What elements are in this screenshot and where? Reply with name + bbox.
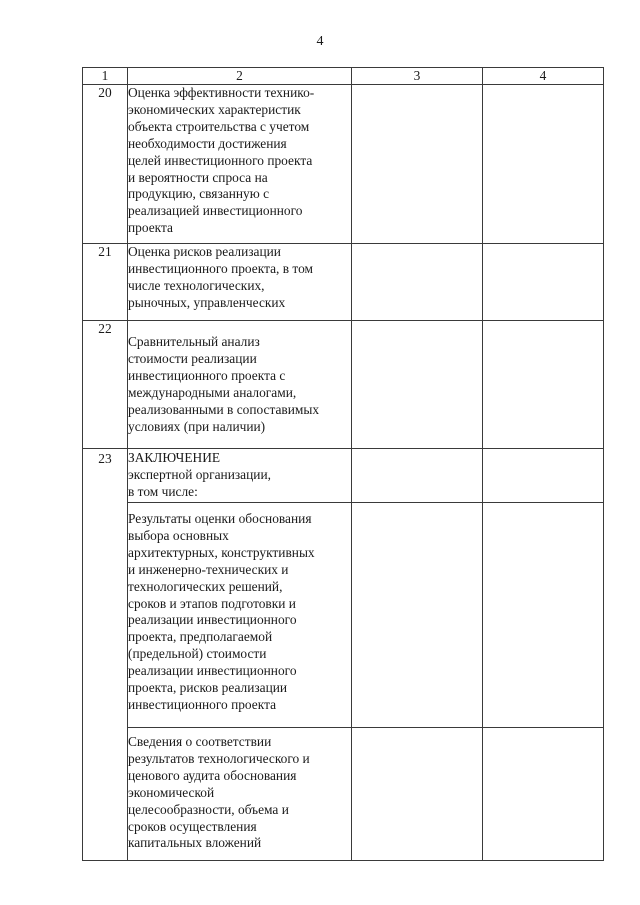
description-line: экспертной организации,: [128, 466, 271, 482]
row-number: 21: [83, 244, 128, 321]
description-line: экономической: [128, 784, 215, 800]
table-row: [83, 503, 604, 728]
description-line: Сведения о соответствии: [128, 734, 272, 749]
description-line: реализацией инвестиционного: [128, 203, 303, 219]
table-row: [83, 321, 604, 449]
description-line: ЗАКЛЮЧЕНИЕ: [128, 450, 221, 465]
description-line: реализации инвестиционного: [128, 612, 297, 628]
row-description: [128, 728, 352, 861]
table-row: [83, 449, 604, 503]
row-number: 22: [83, 321, 128, 449]
description-line: стоимости реализации: [128, 350, 257, 366]
row-cell-col4: [483, 85, 604, 244]
row-description: [128, 503, 352, 728]
row-cell-col3: [352, 85, 483, 244]
description-line: реализованными в сопоставимых: [128, 401, 320, 417]
description-line: архитектурных, конструктивных: [128, 544, 315, 560]
row-cell-col4: [483, 503, 604, 728]
column-header-1: 1: [83, 68, 128, 85]
description-line: необходимости достижения: [128, 135, 287, 151]
expert-assessment-table: [82, 67, 604, 861]
row-cell-col3: [352, 503, 483, 728]
description-line: инвестиционного проекта: [128, 696, 277, 712]
description-line: Сравнительный анализ: [128, 334, 260, 349]
table-row: [83, 244, 604, 321]
description-line: объекта строительства с учетом: [128, 118, 310, 134]
column-header-4: 4: [483, 68, 604, 85]
description-line: сроков осуществления: [128, 818, 257, 834]
row-description: [128, 449, 352, 503]
description-line: технологических решений,: [128, 578, 283, 594]
description-line: целей инвестиционного проекта: [128, 152, 313, 168]
description-line: и инженерно-технических и: [128, 561, 289, 577]
column-header-3: 3: [352, 68, 483, 85]
description-line: и вероятности спроса на: [128, 169, 268, 185]
row-cell-col3: [352, 321, 483, 449]
row-cell-col3: [352, 449, 483, 503]
table-row: [83, 85, 604, 244]
row-description: [128, 85, 352, 244]
description-line: условиях (при наличии): [128, 418, 266, 434]
row-number: 23: [83, 449, 128, 861]
description-line: продукцию, связанную с: [128, 186, 270, 202]
row-cell-col4: [483, 728, 604, 861]
description-line: целесообразности, объема и: [128, 801, 289, 817]
description-line: инвестиционного проекта, в том: [128, 260, 313, 276]
description-line: выбора основных: [128, 527, 229, 543]
description-line: международными аналогами,: [128, 384, 297, 400]
row-cell-col3: [352, 728, 483, 861]
row-cell-col3: [352, 244, 483, 321]
description-line: Оценка рисков реализации: [128, 244, 281, 259]
description-line: (предельной) стоимости: [128, 646, 267, 662]
description-line: инвестиционного проекта с: [128, 367, 286, 383]
row-cell-col4: [483, 321, 604, 449]
description-line: проекта: [128, 220, 173, 236]
description-line: капитальных вложений: [128, 835, 262, 851]
description-line: сроков и этапов подготовки и: [128, 595, 296, 611]
description-line: реализации инвестиционного: [128, 663, 297, 679]
row-number: 20: [83, 85, 128, 244]
description-line: проекта, рисков реализации: [128, 680, 288, 696]
row-description: [128, 321, 352, 449]
table-header-row: [83, 68, 604, 85]
description-line: рыночных, управленческих: [128, 294, 286, 310]
row-cell-col4: [483, 244, 604, 321]
description-line: экономических характеристик: [128, 101, 301, 117]
description-line: Результаты оценки обоснования: [128, 511, 312, 526]
page-number: 4: [316, 34, 324, 49]
row-cell-col4: [483, 449, 604, 503]
column-header-2: 2: [128, 68, 352, 85]
description-line: Оценка эффективности технико-: [128, 85, 315, 100]
description-line: проекта, предполагаемой: [128, 629, 273, 645]
row-description: [128, 244, 352, 321]
description-line: в том числе:: [128, 483, 198, 499]
description-line: результатов технологического и: [128, 750, 310, 766]
description-line: ценового аудита обоснования: [128, 767, 297, 783]
table-row: [83, 728, 604, 861]
description-line: числе технологических,: [128, 277, 265, 293]
